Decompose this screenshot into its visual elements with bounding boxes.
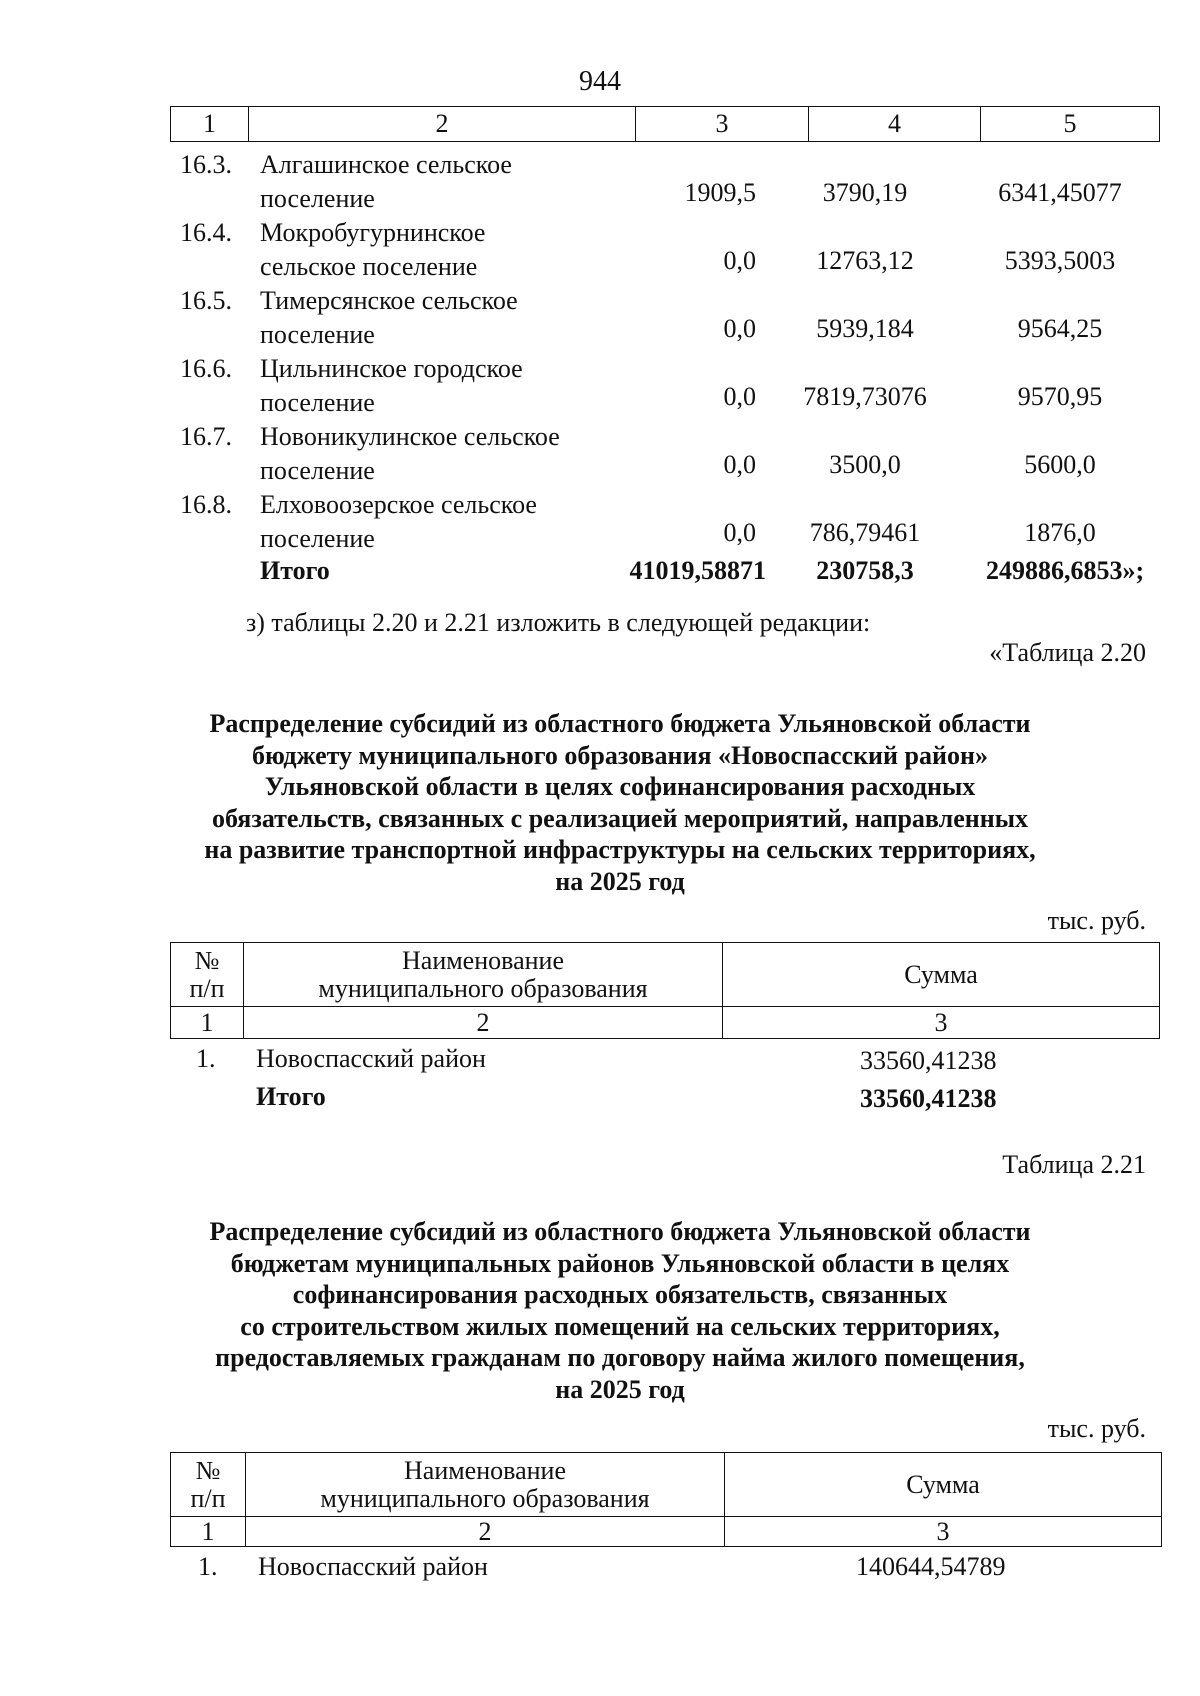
header-name-line2: муниципального образования	[318, 973, 648, 1003]
title-line: предоставляемых гражданам по договору найма жилого помещения,	[215, 1343, 1025, 1372]
table-221-title	[150, 1216, 1090, 1405]
row-name: Мокробугурнинское	[260, 218, 486, 247]
header-index-3: 3	[725, 1517, 1162, 1547]
header-name	[244, 943, 723, 1007]
row-value-5: 1876,0	[1024, 518, 1096, 547]
row-name: Цильнинское городское	[260, 354, 523, 383]
header-num	[171, 1453, 246, 1517]
row-name-cont: поселение	[260, 320, 375, 349]
header-index-1: 1	[171, 1517, 246, 1547]
row-name: Тимерсянское сельское	[260, 286, 518, 315]
row-value-3: 0,0	[723, 246, 756, 275]
row-number: 16.6.	[180, 354, 232, 383]
table-221-header	[170, 1452, 1162, 1547]
row-name-cont: поселение	[260, 524, 375, 553]
row-sum: 140644,54789	[856, 1552, 1006, 1581]
header-index-3: 3	[723, 1007, 1160, 1039]
title-line: обязательств, связанных с реализацией мероприятий, направленных	[211, 803, 1029, 833]
total-sum: 33560,41238	[860, 1084, 997, 1113]
title-line: на 2025 год	[555, 866, 685, 896]
title-line: софинансирования расходных обязательств, связанных	[292, 1280, 948, 1309]
row-value-3: 0,0	[723, 314, 756, 343]
row-value-3: 0,0	[723, 382, 756, 411]
title-line: бюджетам муниципальных районов Ульяновской области в целях	[230, 1248, 1010, 1278]
row-name: Новоспасский район	[258, 1552, 488, 1581]
row-name-cont: поселение	[260, 456, 375, 485]
row-value-4: 5939,184	[816, 314, 914, 343]
row-value-3: 0,0	[723, 450, 756, 479]
header-name-line1: Наименование	[404, 1455, 566, 1485]
title-line: на развитие транспортной инфраструктуры на сельских территориях,	[204, 835, 1036, 864]
row-value-5: 6341,45077	[998, 178, 1122, 207]
table-220-title	[150, 708, 1090, 897]
table-220-caption: «Таблица 2.20	[989, 638, 1146, 667]
row-value-4: 7819,73076	[803, 382, 927, 411]
title-line: со строительством жилых помещений на сельских территориях,	[240, 1311, 1000, 1341]
header-index-2: 2	[244, 1007, 723, 1039]
column-header-5: 5	[1063, 109, 1077, 138]
header-name	[246, 1453, 725, 1517]
row-value-5: 9564,25	[1017, 314, 1103, 343]
header-num	[171, 943, 244, 1007]
row-number: 1.	[198, 1552, 218, 1581]
total-label: Итого	[260, 556, 330, 585]
title-line: Распределение субсидий из областного бюджета Ульяновской области	[209, 709, 1031, 738]
row-name-cont: поселение	[260, 388, 375, 417]
row-name: Алгашинское сельское	[260, 150, 512, 179]
table-220-units: тыс. руб.	[1047, 906, 1146, 935]
row-value-5: 5600,0	[1024, 450, 1096, 479]
total-value-3: 41019,58871	[629, 556, 766, 585]
row-number: 16.3.	[180, 150, 232, 179]
row-value-4: 3790,19	[822, 178, 908, 207]
row-number: 16.8.	[180, 490, 232, 519]
header-num-line2: п/п	[190, 1483, 226, 1513]
header-num-line2: п/п	[189, 973, 225, 1003]
title-line: на 2025 год	[555, 1374, 685, 1404]
row-value-5: 9570,95	[1017, 382, 1103, 411]
row-value-4: 3500,0	[829, 450, 901, 479]
title-line: Распределение субсидий из областного бюджета Ульяновской области	[209, 1217, 1031, 1246]
top-table-header	[170, 106, 1160, 142]
total-value-5: 249886,6853»;	[986, 556, 1145, 585]
title-line: бюджету муниципального образования «Новоспасский район»	[252, 740, 988, 770]
table-221-caption: Таблица 2.21	[1002, 1150, 1146, 1179]
header-num-line1: №	[194, 945, 220, 975]
total-label: Итого	[256, 1082, 326, 1111]
table-221-units: тыс. руб.	[1047, 1414, 1146, 1443]
row-number: 16.4.	[180, 218, 232, 247]
column-header-4: 4	[809, 107, 981, 141]
title-line: Ульяновской области в целях софинансирования расходных	[264, 772, 976, 801]
header-num-line1: №	[195, 1455, 221, 1485]
total-value-4: 230758,3	[816, 556, 914, 585]
page-number: 944	[579, 66, 621, 97]
row-number: 16.7.	[180, 422, 232, 451]
row-name-cont: поселение	[260, 184, 375, 213]
row-name: Новоникулинское сельское	[260, 422, 560, 451]
row-value-3: 0,0	[723, 518, 756, 547]
row-value-5: 5393,5003	[1004, 246, 1116, 275]
row-name: Елховоозерское сельское	[260, 490, 537, 519]
row-value-4: 786,79461	[809, 518, 921, 547]
header-name-line1: Наименование	[402, 945, 564, 975]
header-sum: Сумма	[725, 1453, 1162, 1517]
row-value-3: 1909,5	[684, 178, 756, 207]
header-index-1: 1	[171, 1007, 244, 1039]
header-sum: Сумма	[723, 943, 1160, 1007]
instruction-text: з) таблицы 2.20 и 2.21 изложить в следующей редакции:	[246, 608, 871, 637]
header-index-2: 2	[246, 1517, 725, 1547]
row-number: 1.	[196, 1044, 216, 1073]
row-number: 16.5.	[180, 286, 232, 315]
table-220-header	[170, 942, 1160, 1039]
row-name: Новоспасский район	[256, 1044, 486, 1073]
row-name-cont: сельское поселение	[260, 252, 478, 281]
column-header-1: 1	[171, 107, 249, 141]
row-sum: 33560,41238	[860, 1046, 997, 1075]
column-header-3: 3	[636, 107, 809, 141]
row-value-4: 12763,12	[816, 246, 914, 275]
header-name-line2: муниципального образования	[320, 1483, 650, 1513]
column-header-2: 2	[249, 107, 636, 141]
